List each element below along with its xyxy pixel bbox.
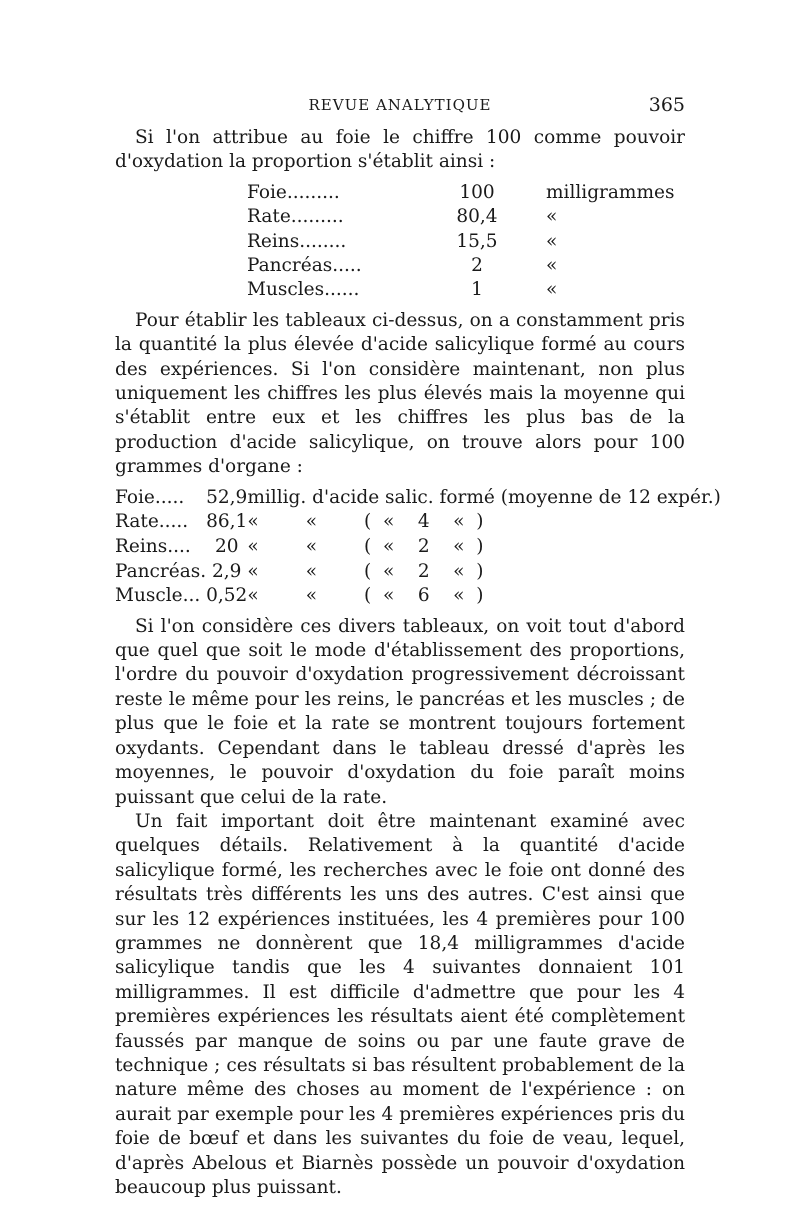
table-row — [247, 181, 674, 205]
value-cell: 86,1 — [206, 511, 248, 533]
organ-cell: Foie......... — [247, 181, 340, 203]
organ-cell: Foie..... — [115, 486, 185, 508]
page-header — [115, 96, 685, 122]
paragraph-4: Un fait important doit être maintenant examiné avec quelques détails. Relativement à la quantité d'acide salicylique formé, les recherches avec le foie ont donné des résultats très différents les uns des autres. C'est ainsi que sur les 12 expériences instituées, les 4 premières pour 100 grammes ne donnèrent que 18,4 milligrammes d'acide salicylique tandis que les 4 suivantes donnaient 101 milligrammes. Il est difficile d'admettre que pour les 4 premières expériences les résultats aient été complètement faussés par manque de soins ou par une faute grave de technique ; ces résultats si bas résultent probablement de la nature même des choses au moment de l'expérience : on aurait par exemple pour les 4 premières expériences pris du foie de bœuf et dans les suivantes du foie de veau, lequel, d'après Abelous et Biarnès possède un pouvoir d'oxydation beaucoup plus puissant. — [115, 810, 685, 1198]
value-cell: 15,5 — [456, 230, 498, 252]
paragraph-1: Si l'on attribue au foie le chiffre 100 comme pouvoir d'oxydation la proportion s'établit ainsi : — [115, 127, 685, 173]
organ-cell: Rate......... — [247, 206, 344, 228]
description-cell: « « ( « 2 « ) — [247, 535, 484, 557]
unit-cell: milligrammes — [546, 181, 675, 203]
value-cell: 0,52 — [206, 585, 248, 607]
value-cell: 2,9 — [212, 560, 242, 582]
table-row — [247, 230, 674, 254]
value-cell: 100 — [459, 181, 495, 203]
organ-cell: Muscles...... — [247, 279, 360, 301]
paragraph-3: Si l'on considère ces divers tableaux, on voit tout d'abord que quel que soit le mode d'établissement des proportions, l'ordre du pouvoir d'oxydation progressivement décroissant reste le même pour les reins, le pancréas et les muscles ; de plus que le foie et la rate se montrent toujours fortement oxydants. Cependant dans le tableau dressé d'après les moyennes, le pouvoir d'oxydation du foie paraît moins puissant que celui de la rate. — [115, 615, 685, 808]
paragraph-2: Pour établir les tableaux ci-dessus, on a constamment pris la quantité la plus élevée d'acide salicylique formé au cours des expériences. Si l'on considère maintenant, non plus uniquement les chiffres les plus élevés mais la moyenne qui s'établit entre eux et les chiffres les plus bas de la production d'acide salicylique, on trouve alors pour 100 grammes d'organe : — [115, 309, 685, 478]
organ-cell: Reins........ — [247, 230, 347, 252]
organ-cell: Rate..... — [115, 511, 189, 533]
running-title: REVUE ANALYTIQUE — [308, 96, 492, 114]
description-cell: « « ( « 4 « ) — [247, 511, 484, 533]
organ-cell: Pancréas. — [115, 560, 207, 582]
unit-cell: « — [546, 255, 558, 277]
description-cell: « « ( « 6 « ) — [247, 585, 484, 607]
value-cell: 20 — [214, 535, 239, 557]
value-cell: 52,9 — [206, 486, 248, 508]
organ-cell: Pancréas..... — [247, 255, 362, 277]
organ-cell: Muscle... — [115, 585, 201, 607]
table-row — [247, 278, 674, 302]
value-cell: 80,4 — [456, 206, 498, 228]
table-row — [247, 205, 674, 229]
value-cell: 2 — [471, 255, 483, 277]
page-body — [115, 126, 721, 1200]
table-row — [115, 584, 721, 609]
organ-cell: Reins.... — [115, 535, 191, 557]
table-row — [115, 559, 721, 584]
unit-cell: « — [546, 230, 558, 252]
value-cell: 1 — [471, 279, 483, 301]
description-cell: millig. d'acide salic. formé (moyenne de 12 expér.) — [247, 486, 721, 508]
unit-cell: « — [546, 206, 558, 228]
table-row — [115, 510, 721, 535]
description-cell: « « ( « 2 « ) — [247, 560, 484, 582]
unit-cell: « — [546, 279, 558, 301]
page-number: 365 — [648, 94, 685, 116]
table-row — [247, 254, 674, 278]
table-row — [115, 535, 721, 560]
table-row — [115, 486, 721, 511]
oxidation-proportion-table — [247, 181, 674, 303]
average-production-table — [115, 486, 721, 609]
